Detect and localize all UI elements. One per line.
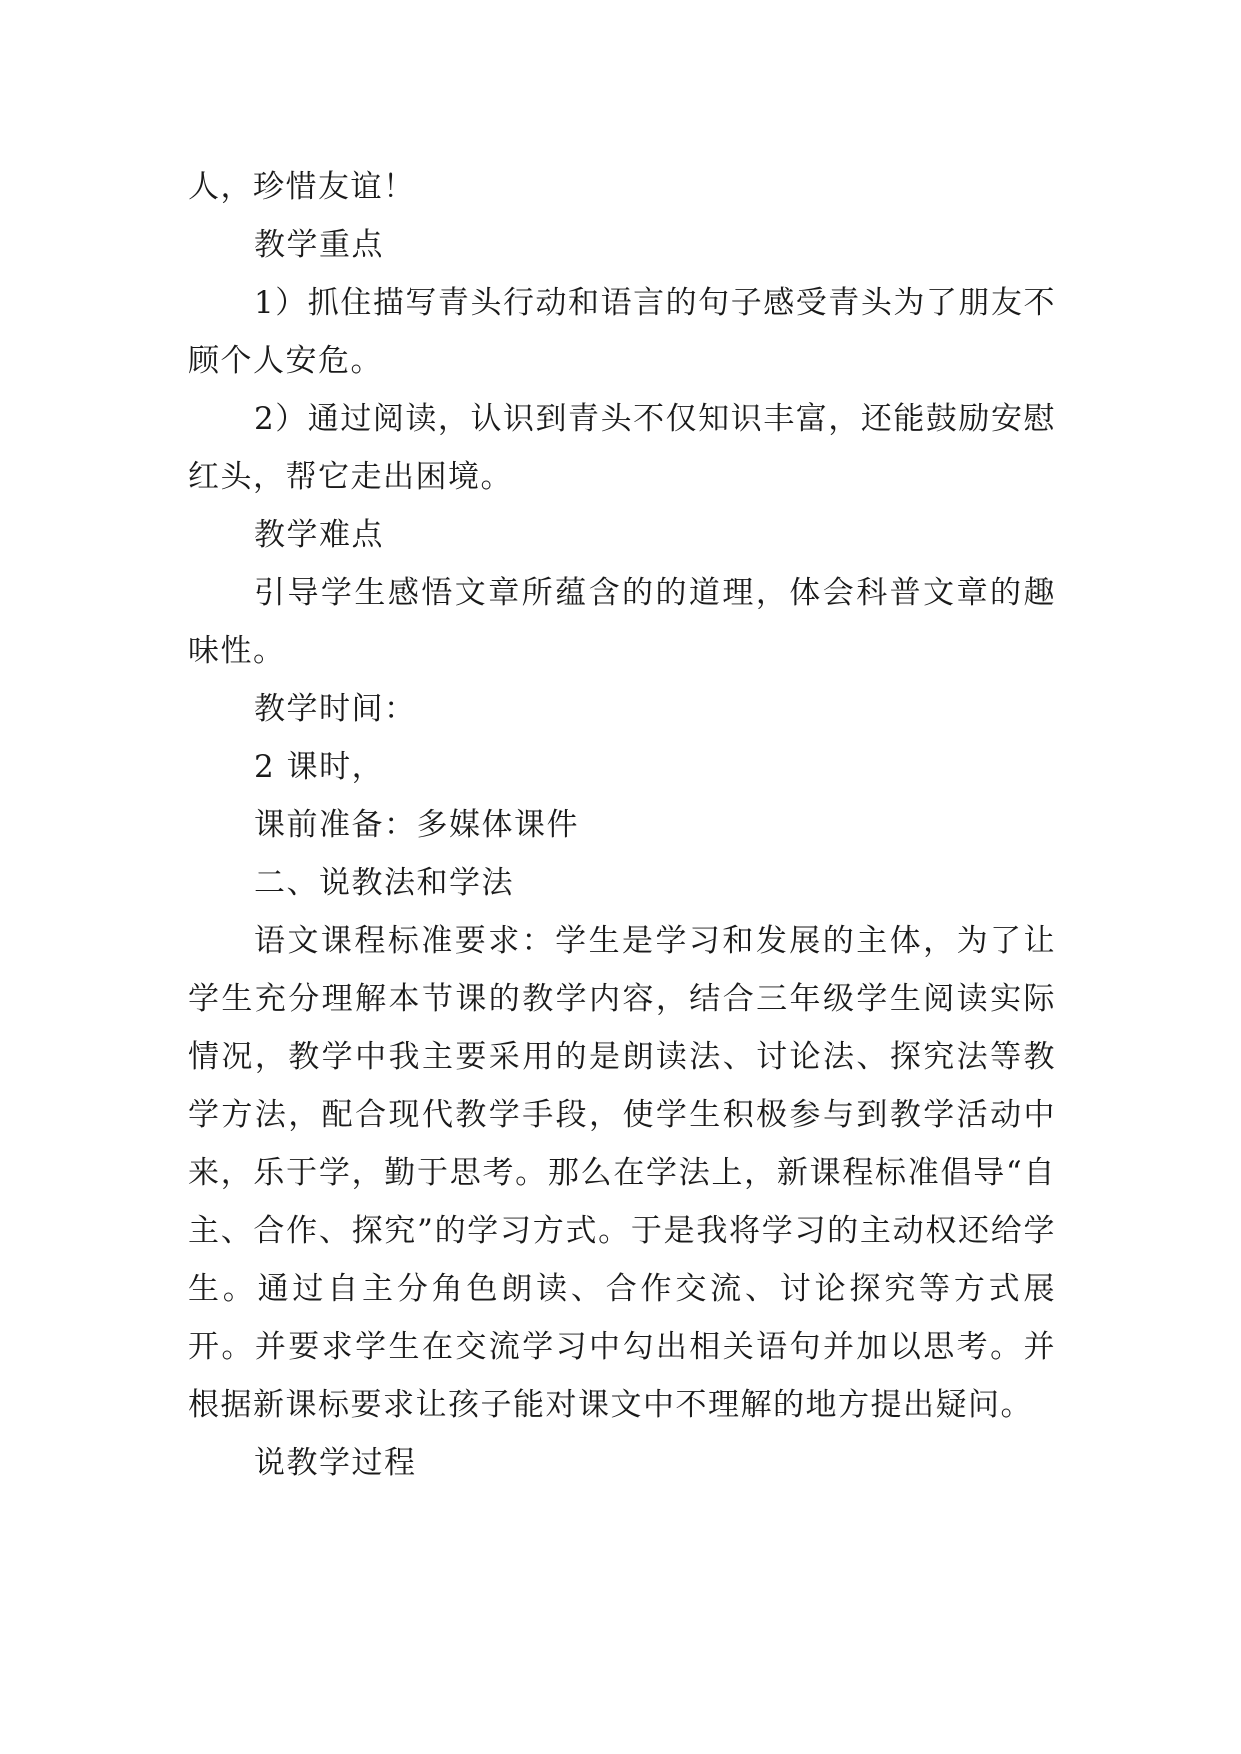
focus-item-1: 1）抓住描写青头行动和语言的句子感受青头为了朋友不顾个人安危。 bbox=[188, 285, 1056, 379]
heading-teaching-time: 教学时间： bbox=[254, 691, 417, 727]
heading-teaching-difficulty: 教学难点 bbox=[254, 517, 384, 553]
difficulty-text: 引导学生感悟文章所蕴含的的道理，体会科普文章的趣味性。 bbox=[188, 575, 1056, 669]
heading-teaching-focus: 教学重点 bbox=[254, 227, 384, 263]
heading-teaching-process: 说教学过程 bbox=[254, 1445, 417, 1481]
paragraph-continuation: 人，珍惜友谊！ bbox=[188, 169, 416, 205]
heading-methods: 二、说教法和学法 bbox=[254, 865, 514, 901]
methods-paragraph: 语文课程标准要求：学生是学习和发展的主体，为了让学生充分理解本节课的教学内容，结合三年级学生阅读实际情况，教学中我主要采用的是朗读法、讨论法、探究法等教学方法，配合现代教学手段，使学生积极参与到教学活动中来，乐于学，勤于思考。那么在学法上，新课程标准倡导“自主、合作、探究”的学习方式。于是我将学习的主动权还给学生。通过自主分角色朗读、合作交流、讨论探究等方式展开。并要求学生在交流学习中勾出相关语句并加以思考。并根据新课标要求让孩子能对课文中不理解的地方提出疑问。 bbox=[188, 923, 1056, 1423]
teaching-time-value: 2 课时， bbox=[254, 749, 385, 785]
focus-item-2: 2）通过阅读，认识到青头不仅知识丰富，还能鼓励安慰红头，帮它走出困境。 bbox=[188, 401, 1056, 495]
preparation-text: 课前准备：多媒体课件 bbox=[254, 807, 579, 843]
document-body bbox=[188, 158, 1056, 1492]
